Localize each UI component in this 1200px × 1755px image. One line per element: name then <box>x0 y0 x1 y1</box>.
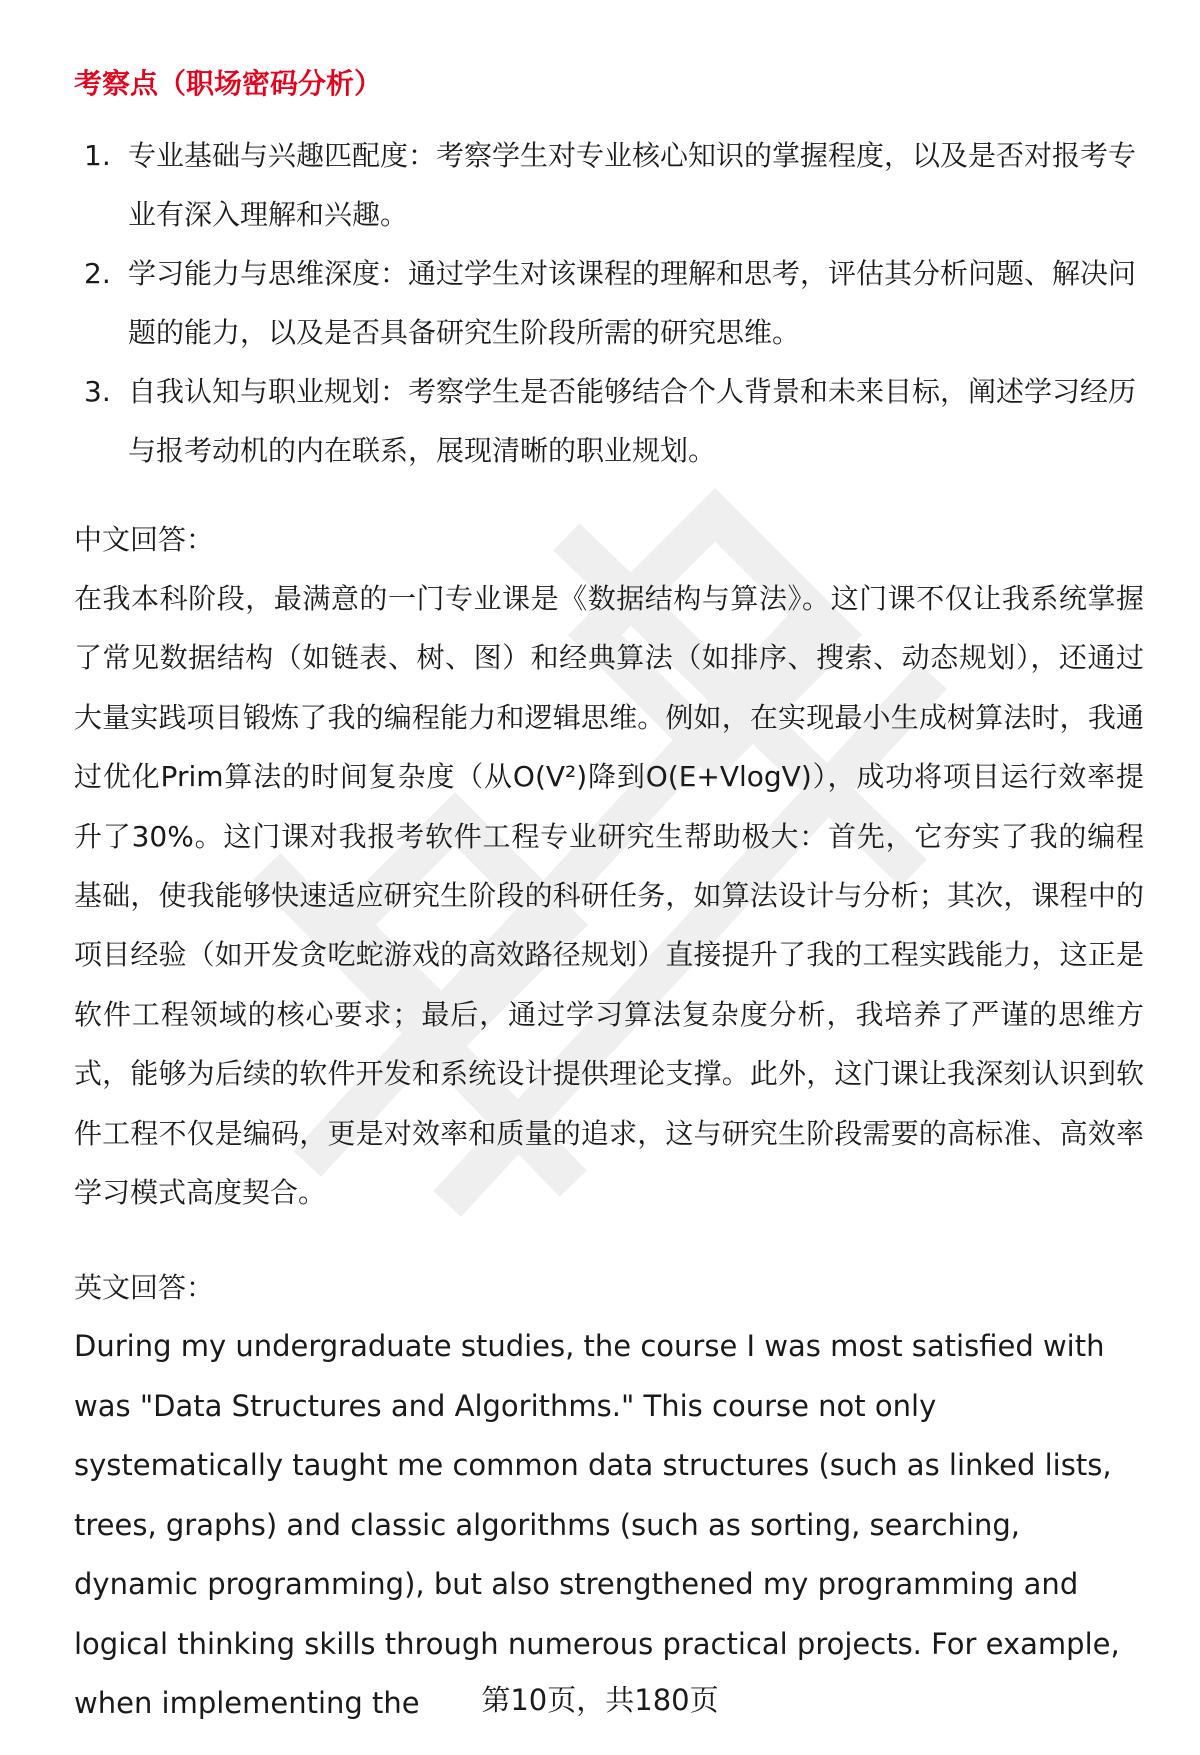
chinese-answer-label: 中文回答： <box>74 523 215 556</box>
document-page <box>74 56 1144 1733</box>
list-item-text: 专业基础与兴趣匹配度：考察学生对专业核心知识的掌握程度，以及是否对报考专业有深入理解和兴趣。 <box>128 139 1137 231</box>
list-item <box>74 244 1144 362</box>
list-item-text: 学习能力与思维深度：通过学生对该课程的理解和思考，评估其分析问题、解决问题的能力，以及是否具备研究生阶段所需的研究思维。 <box>128 257 1137 349</box>
list-item <box>74 362 1144 480</box>
list-item-number: 1. <box>84 139 111 172</box>
list-item-number: 2. <box>84 257 111 290</box>
english-answer-label: 英文回答： <box>74 1271 215 1305</box>
section-title: 考察点（职场密码分析） <box>74 67 383 100</box>
chinese-answer-text: 在我本科阶段，最满意的一门专业课是《数据结构与算法》。这门课不仅让我系统掌握了常见数据结构（如链表、树、图）和经典算法（如排序、搜索、动态规划），还通过大量实践项目锻炼了我的编程能力和逻辑思维。例如，在实现最小生成树算法时，我通过优化Prim算法的时间复杂度（从O(V²)降到O(E+VlogV)），成功将项目运行效率提升了30%。这门课对我报考软件工程专业研究生帮助极大：首先，它夯实了我的编程基础，使我能够快速适应研究生阶段的科研任务，如算法设计与分析；其次，课程中的项目经验（如开发贪吃蛇游戏的高效路径规划）直接提升了我的工程实践能力，这正是软件工程领域的核心要求；最后，通过学习算法复杂度分析，我培养了严谨的思维方式，能够为后续的软件开发和系统设计提供理论支撑。此外，这门课让我深刻认识到软件工程不仅是编码，更是对效率和质量的追求，这与研究生阶段需要的高标准、高效率学习模式高度契合。 <box>74 582 1144 1210</box>
list-item-text: 自我认知与职业规划：考察学生是否能够结合个人背景和未来目标，阐述学习经历与报考动机的内在联系，展现清晰的职业规划。 <box>128 375 1137 467</box>
assessment-points-list <box>74 126 1144 480</box>
english-answer-text: During my undergraduate studies, the course I was most satisfied with was "Data Structures and Algorithms." This course not only systematically taught me common data structures (such as linked lists, trees, graphs) and classic algorithms (such as sorting, searching, dynamic programming), but also strengthened my programming and logical thinking skills through numerous practical projects. For example, when implementing the <box>74 1329 1120 1720</box>
list-item <box>74 126 1144 244</box>
page-indicator: 第10页，共180页 <box>481 1683 719 1717</box>
list-item-number: 3. <box>84 375 111 408</box>
